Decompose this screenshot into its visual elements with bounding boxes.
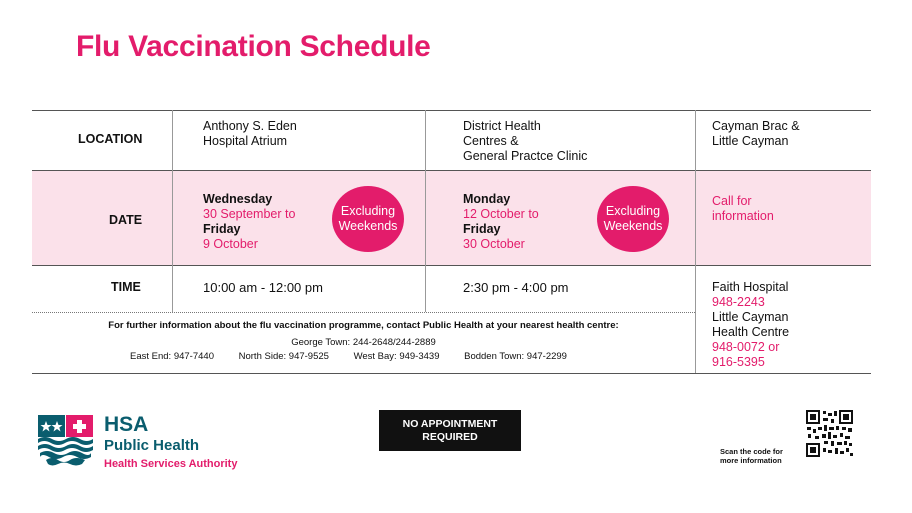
row-divider [32, 265, 871, 266]
no-appointment-badge: NO APPOINTMENT REQUIRED [379, 410, 521, 451]
info-divider [32, 312, 695, 313]
district-number: North Side: 947-9525 [238, 351, 329, 362]
column-divider [172, 110, 173, 312]
date-cell-2: Monday 12 October to Friday 30 October [463, 192, 539, 251]
date-cell-1: Wednesday 30 September to Friday 9 October [203, 192, 296, 251]
location-cell-3: Cayman Brac & Little Cayman [712, 119, 800, 148]
location-cell-1: Anthony S. Eden Hospital Atrium [203, 119, 297, 148]
district-numbers [130, 351, 589, 362]
district-number: East End: 947-7440 [130, 351, 214, 362]
district-number: Bodden Town: 947-2299 [464, 351, 567, 362]
time-cell-1: 10:00 am - 12:00 pm [203, 280, 323, 295]
brand-organization: Health Services Authority [104, 458, 238, 470]
time-label: TIME [111, 280, 141, 294]
info-heading: For further information about the flu vaccination programme, contact Public Health at your nearest health centre: [108, 320, 619, 331]
time-cell-3: Faith Hospital 948-2243 Little Cayman Health Centre 948-0072 or 916-5395 [712, 280, 790, 369]
qr-code-icon[interactable] [806, 410, 853, 457]
hsa-logo-icon [38, 415, 93, 470]
table-top-border [32, 110, 871, 111]
column-divider [695, 110, 696, 373]
scan-caption: Scan the code for more information [720, 447, 783, 465]
page-title: Flu Vaccination Schedule [76, 30, 431, 63]
district-number: West Bay: 949-3439 [353, 351, 440, 362]
location-label: LOCATION [78, 132, 143, 146]
brand-name: HSA [104, 413, 149, 436]
george-town-number: George Town: 244-2648/244-2889 [291, 337, 436, 348]
column-divider [425, 110, 426, 312]
excluding-weekends-badge: Excluding Weekends [332, 186, 404, 252]
date-label: DATE [109, 213, 143, 227]
location-cell-2: District Health Centres & General Practce Clinic [463, 119, 588, 163]
table-bottom-border [32, 373, 871, 374]
brand-subtitle: Public Health [104, 437, 200, 454]
date-cell-3: Call for information [712, 194, 774, 223]
time-cell-2: 2:30 pm - 4:00 pm [463, 280, 569, 295]
excluding-weekends-badge: Excluding Weekends [597, 186, 669, 252]
row-divider [32, 170, 871, 171]
